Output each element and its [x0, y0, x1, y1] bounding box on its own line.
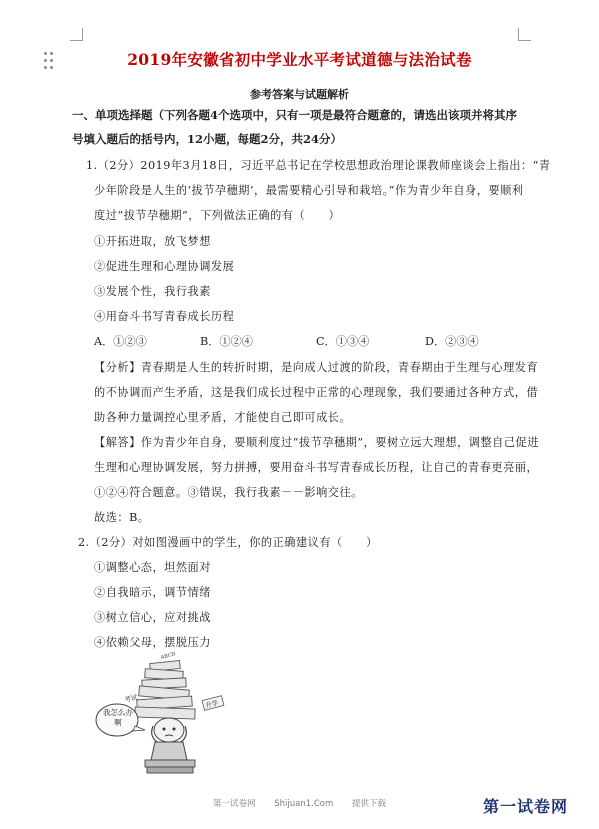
q1-answer-line1: 【解答】作为青少年自身，要顺利度过“拔节孕穗期”，要树立远大理想，调整自己促进 [94, 436, 539, 449]
q1-stem-line3: 度过“拔节孕穗期”，下列做法正确的有（ ） [94, 209, 341, 222]
q1-analysis-line1: 【分析】青春期是人生的转折时期，是向成人过渡的阶段，青春期由于生理与心理发育 [94, 361, 539, 374]
q1-item: ②促进生理和心理协调发展 [94, 260, 235, 273]
q1-final-choice: 故选：B。 [94, 511, 150, 524]
section-heading: 一、单项选择题（下列各题4个选项中，只有一项是最符合题意的，请选出该项并将其序 [72, 108, 517, 122]
brand-watermark: 第一试卷网 [483, 797, 569, 816]
q1-option-a: A．①②③ [94, 335, 147, 348]
q1-option-d: D．②③④ [425, 335, 479, 348]
cartoon-speech-bubble: 我怎么办啊 [103, 708, 133, 727]
document-title: 2019年安徽省初中学业水平考试道德与法治试卷 [127, 50, 472, 69]
crop-mark-top-left [70, 28, 83, 41]
footer-site-name: 第一试卷网 [213, 799, 256, 809]
q2-item: ③树立信心，应对挑战 [94, 611, 211, 624]
section-heading-cont: 号填入题后的括号内，12小题，每题2分，共24分） [72, 132, 343, 146]
cartoon-illustration [95, 650, 245, 776]
q1-stem-line1: 1.（2分）2019年3月18日，习近平总书记在学校思想政治理论课教师座谈会上指出：“青 [86, 159, 551, 172]
cartoon-tag-top: ABCD [159, 651, 177, 661]
q1-item: ①开拓进取，放飞梦想 [94, 235, 211, 248]
q2-stem: 2.（2分）对如图漫画中的学生，你的正确建议有（ ） [78, 536, 378, 549]
q1-answer-line3: ①②④符合题意。③错误，我行我素－－影响交往。 [94, 486, 363, 499]
document-subtitle: 参考答案与试题解析 [250, 88, 349, 101]
q2-item: ①调整心态，坦然面对 [94, 561, 211, 574]
q1-answer-line2: 生理和心理协调发展，努力拼搏，要用奋斗书写青春成长历程，让自己的青春更亮丽， [94, 461, 539, 474]
crop-mark-top-right [518, 28, 531, 41]
q1-analysis-line3: 助各种力量调控心里矛盾，才能使自己即可成长。 [94, 411, 352, 424]
q1-analysis-line2: 的不协调而产生矛盾，这是我们成长过程中正常的心理现象，我们要通过各种方式，借 [94, 386, 539, 399]
q1-stem-line2: 少年阶段是人生的‘拔节孕穗期’，最需要精心引导和栽培。”作为青少年自身，要顺利 [94, 184, 524, 197]
cartoon-tag-school: 升学 [204, 698, 220, 710]
q1-item: ④用奋斗书写青春成长历程 [94, 310, 235, 323]
q2-item: ④依赖父母，摆脱压力 [94, 636, 211, 649]
q2-item: ②自我暗示，调节情绪 [94, 586, 211, 599]
q1-option-c: C．①③④ [316, 335, 370, 348]
cartoon-tag-exam: 考试 [123, 693, 139, 704]
footer-site-url[interactable]: Shijuan1.Com [274, 799, 334, 809]
q1-option-b: B．①②④ [200, 335, 253, 348]
q1-item: ③发展个性，我行我素 [94, 285, 211, 298]
footer-download-note: 提供下载 [351, 799, 386, 809]
